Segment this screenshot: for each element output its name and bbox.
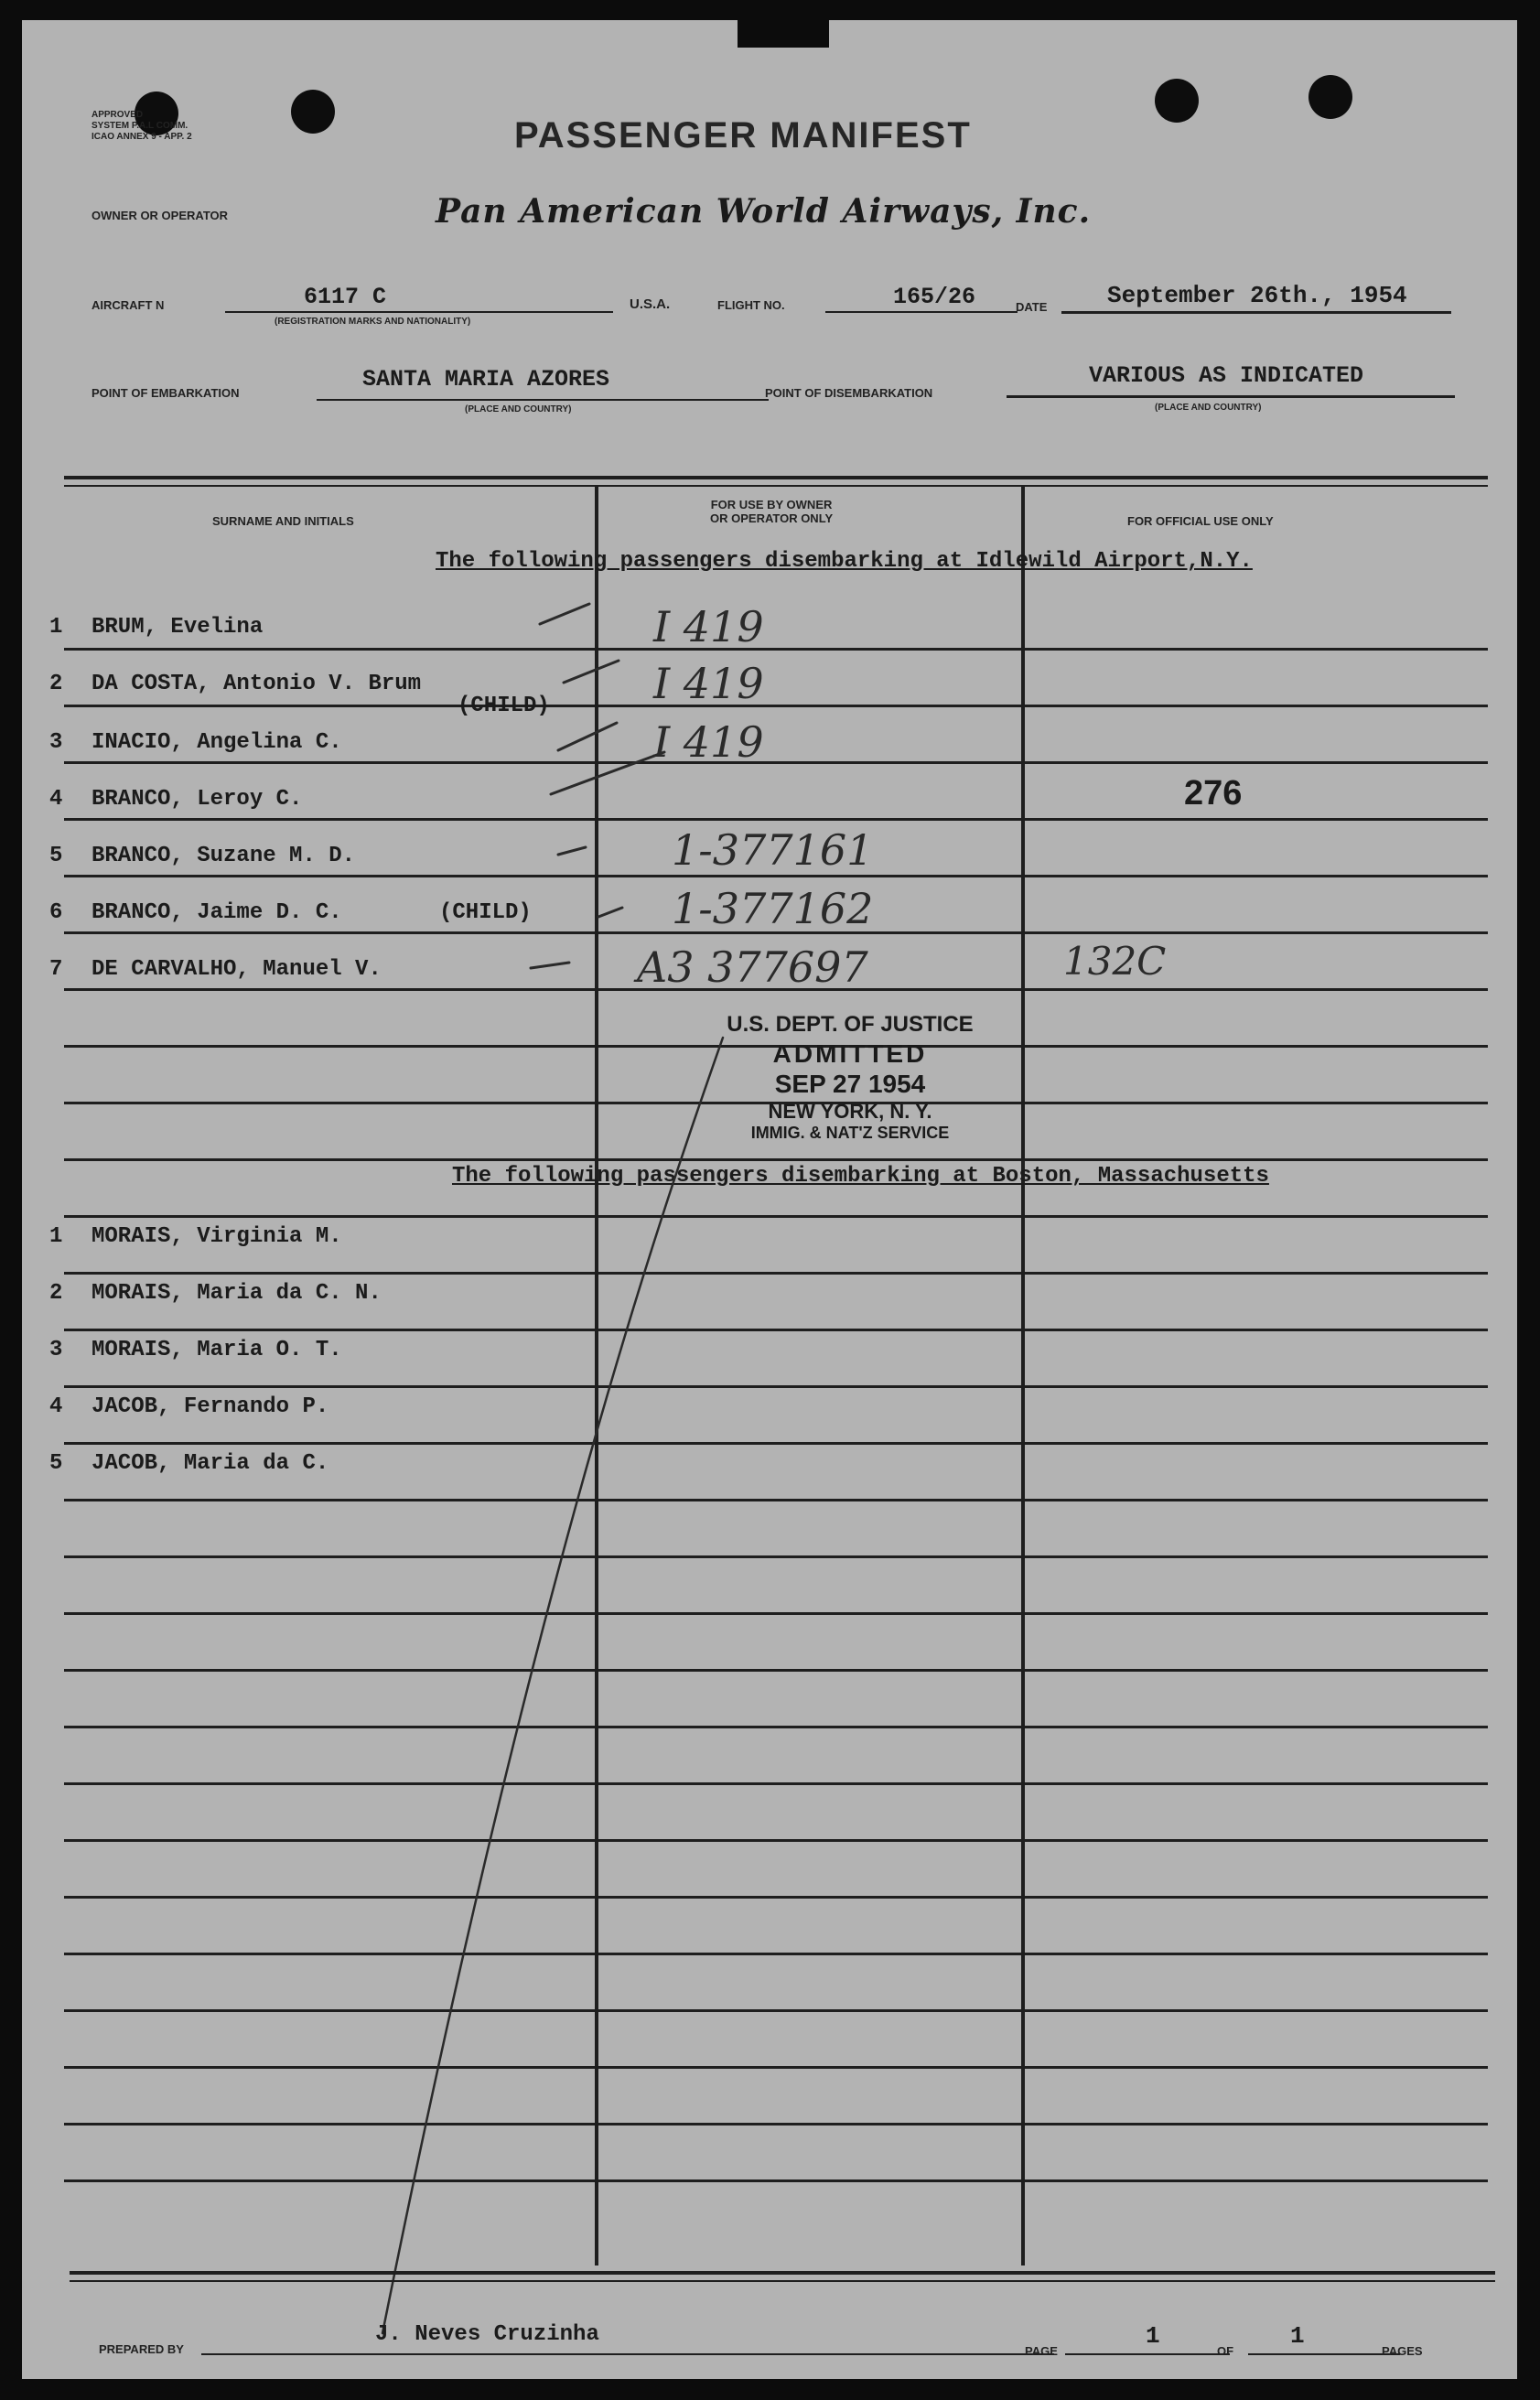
operator-entry: I 419 — [653, 717, 764, 767]
row-number: 4 — [49, 1394, 63, 1419]
header-surname: SURNAME AND INITIALS — [212, 514, 354, 528]
passenger-name: BRANCO, Suzane M. D. — [92, 844, 356, 868]
embark-label: POINT OF EMBARKATION — [92, 386, 240, 400]
official-entry: 276 — [1184, 774, 1243, 813]
row-number: 3 — [49, 1338, 63, 1362]
operator-entry: 1-377162 — [672, 884, 874, 933]
date-label: DATE — [1016, 300, 1048, 314]
passenger-name: JACOB, Fernando P. — [92, 1394, 329, 1419]
pages-label: PAGES — [1382, 2344, 1423, 2358]
section1-heading: The following passengers disembarking at Idlewild Airport,N.Y. — [436, 549, 1253, 574]
check-mark — [540, 604, 589, 624]
check-mark — [558, 847, 586, 855]
aircraft-sublabel: (REGISTRATION MARKS AND NATIONALITY) — [275, 317, 471, 327]
official-entry: 132C — [1063, 939, 1167, 984]
row-number: 2 — [49, 672, 63, 696]
stamp-line: ADMITTED — [772, 1039, 928, 1068]
page-title: PASSENGER MANIFEST — [514, 115, 972, 156]
operator-entry: I 419 — [653, 602, 764, 651]
prepared-value: J. Neves Cruzinha — [375, 2322, 599, 2347]
passenger-name: MORAIS, Maria O. T. — [92, 1338, 342, 1362]
row-number: 4 — [49, 787, 63, 812]
prepared-underline — [201, 2353, 1054, 2355]
section2-heading: The following passengers disembarking at Boston, Massachusetts — [452, 1164, 1269, 1189]
passenger-name: BRUM, Evelina — [92, 615, 264, 640]
passenger-note: (CHILD) — [458, 694, 550, 718]
stamp-line: SEP 27 1954 — [774, 1070, 926, 1099]
header-owner-use-line: FOR USE BY OWNER — [710, 498, 833, 511]
check-mark — [551, 752, 664, 794]
row-number: 5 — [49, 1451, 63, 1476]
aircraft-value: 6117 C — [304, 284, 387, 310]
stamp-line: U.S. DEPT. OF JUSTICE — [727, 1012, 974, 1037]
passenger-name: MORAIS, Maria da C. N. — [92, 1281, 382, 1306]
page-label: PAGE — [1025, 2344, 1058, 2358]
handwritten-marks — [22, 20, 1517, 2379]
passenger-name: DE CARVALHO, Manuel V. — [92, 957, 382, 982]
passenger-note: (CHILD) — [439, 900, 532, 925]
row-number: 5 — [49, 844, 63, 868]
header-official: FOR OFFICIAL USE ONLY — [1127, 514, 1274, 528]
check-mark — [598, 908, 622, 917]
check-mark — [531, 963, 569, 968]
passenger-name: MORAIS, Virginia M. — [92, 1224, 342, 1249]
prepared-label: PREPARED BY — [99, 2342, 184, 2356]
operator-entry: 1-377161 — [672, 825, 874, 875]
check-mark — [564, 661, 619, 683]
table-bottom-rule — [70, 2280, 1495, 2282]
of-value: 1 — [1290, 2322, 1305, 2350]
page-underline — [1065, 2353, 1230, 2355]
disembark-label: POINT OF DISEMBARKATION — [765, 386, 933, 400]
row-number: 1 — [49, 615, 63, 640]
header-owner-use-line: OR OPERATOR ONLY — [710, 511, 834, 525]
passenger-name: DA COSTA, Antonio V. Brum — [92, 672, 422, 696]
row-number: 3 — [49, 730, 63, 755]
row-number: 1 — [49, 1224, 63, 1249]
passenger-name: BRANCO, Leroy C. — [92, 787, 303, 812]
passenger-name: INACIO, Angelina C. — [92, 730, 342, 755]
approval-line: ICAO ANNEX 9 - APP. 2 — [92, 132, 192, 142]
of-label: OF — [1217, 2344, 1234, 2358]
operator-entry: I 419 — [653, 659, 764, 708]
operator-entry: A3 377697 — [637, 942, 868, 992]
manifest-sheet — [22, 20, 1517, 2379]
aircraft-label: AIRCRAFT N — [92, 298, 165, 312]
row-number: 6 — [49, 900, 63, 925]
approval-line: SYSTEM P.A.L COMM. — [92, 121, 188, 131]
disembark-value: VARIOUS AS INDICATED — [1089, 362, 1364, 389]
approval-line: APPROVED — [92, 110, 144, 120]
of-underline — [1248, 2353, 1400, 2355]
row-number: 7 — [49, 957, 63, 982]
embark-value: SANTA MARIA AZORES — [362, 366, 610, 393]
page-value: 1 — [1146, 2322, 1160, 2350]
flight-label: FLIGHT NO. — [717, 298, 785, 312]
signature-stroke — [382, 1038, 723, 2333]
flight-value: 165/26 — [893, 284, 976, 310]
embark-sublabel: (PLACE AND COUNTRY) — [465, 404, 572, 414]
table-bottom-rule — [70, 2271, 1495, 2275]
passenger-name: JACOB, Maria da C. — [92, 1451, 329, 1476]
owner-value: Pan American World Airways, Inc. — [436, 192, 1092, 231]
stamp-line: IMMIG. & NAT'Z SERVICE — [750, 1124, 950, 1143]
stamp-line: NEW YORK, N. Y. — [768, 1099, 932, 1123]
date-value: September 26th., 1954 — [1107, 282, 1407, 309]
row-number: 2 — [49, 1281, 63, 1306]
usa-label: U.S.A. — [630, 296, 671, 312]
passenger-name: BRANCO, Jaime D. C. — [92, 900, 342, 925]
disembark-sublabel: (PLACE AND COUNTRY) — [1155, 403, 1262, 413]
check-mark — [558, 723, 617, 750]
owner-label: OWNER OR OPERATOR — [92, 209, 229, 222]
